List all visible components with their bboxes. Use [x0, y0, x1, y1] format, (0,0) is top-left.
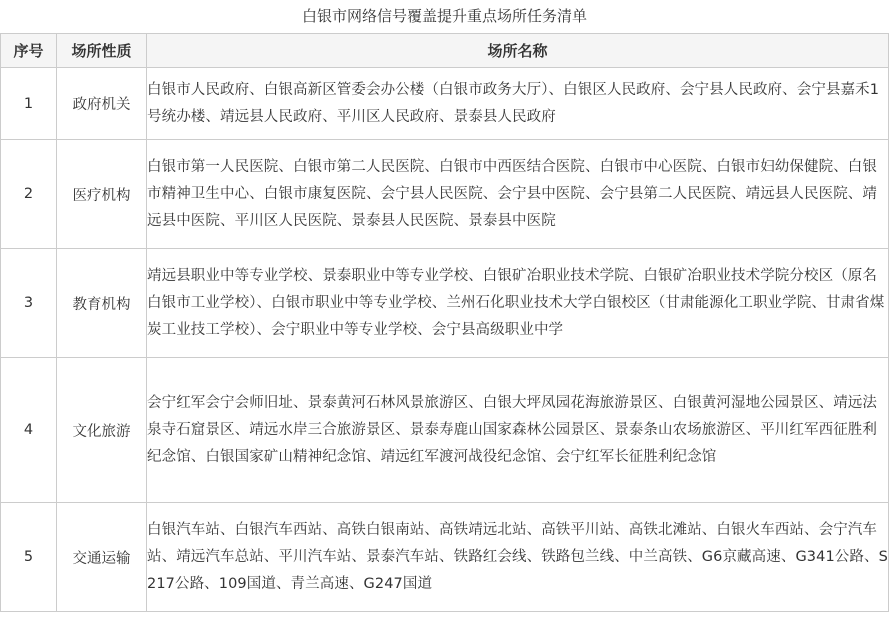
row-venue-type: 交通运输: [57, 503, 147, 612]
row-venue-names: 会宁红军会宁会师旧址、景泰黄河石林风景旅游区、白银大坪凤园花海旅游景区、白银黄河湿地公园景区、靖远法泉寺石窟景区、靖远水岸三合旅游景区、景泰寿鹿山国家森林公园景区、景泰条山农场旅游区、平川红军西征胜利纪念馆、白银国家矿山精神纪念馆、靖远红军渡河战役纪念馆、会宁红军长征胜利纪念馆: [147, 358, 889, 503]
row-serial-number: 2: [1, 140, 57, 249]
row-venue-type: 文化旅游: [57, 358, 147, 503]
document-title: 白银市网络信号覆盖提升重点场所任务清单: [301, 7, 587, 25]
row-venue-names: 白银汽车站、白银汽车西站、高铁白银南站、高铁靖远北站、高铁平川站、高铁北滩站、白银火车西站、会宁汽车站、靖远汽车总站、平川汽车站、景泰汽车站、铁路红会线、铁路包兰线、中兰高铁、G6京藏高速、G341公路、S217公路、109国道、青兰高速、G247国道: [147, 503, 889, 612]
table-row: [1, 140, 889, 249]
header-serial-number: 序号: [1, 34, 57, 68]
row-venue-names: 白银市人民政府、白银高新区管委会办公楼（白银市政务大厅）、白银区人民政府、会宁县人民政府、会宁县嘉禾1号统办楼、靖远县人民政府、平川区人民政府、景泰县人民政府: [147, 68, 889, 140]
header-venue-type: 场所性质: [57, 34, 147, 68]
row-venue-names: 白银市第一人民医院、白银市第二人民医院、白银市中西医结合医院、白银市中心医院、白银市妇幼保健院、白银市精神卫生中心、白银市康复医院、会宁县人民医院、会宁县中医院、会宁县第二人民医院、靖远县人民医院、靖远县中医院、平川区人民医院、景泰县人民医院、景泰县中医院: [147, 140, 889, 249]
row-serial-number: 5: [1, 503, 57, 612]
row-serial-number: 4: [1, 358, 57, 503]
task-list-table: [0, 33, 889, 612]
row-venue-type: 医疗机构: [57, 140, 147, 249]
row-venue-names: 靖远县职业中等专业学校、景泰职业中等专业学校、白银矿冶职业技术学院、白银矿冶职业技术学院分校区（原名白银市工业学校）、白银市职业中等专业学校、兰州石化职业技术大学白银校区（甘肃能源化工职业学院、甘肃省煤炭工业技工学校）、会宁职业中等专业学校、会宁县高级职业中学: [147, 249, 889, 358]
table-row: [1, 249, 889, 358]
header-venue-names: 场所名称: [147, 34, 889, 68]
table-row: [1, 68, 889, 140]
row-venue-type: 教育机构: [57, 249, 147, 358]
table-row: [1, 358, 889, 503]
table-header-row: [1, 34, 889, 68]
row-venue-type: 政府机关: [57, 68, 147, 140]
row-serial-number: 3: [1, 249, 57, 358]
table-row: [1, 503, 889, 612]
row-serial-number: 1: [1, 68, 57, 140]
